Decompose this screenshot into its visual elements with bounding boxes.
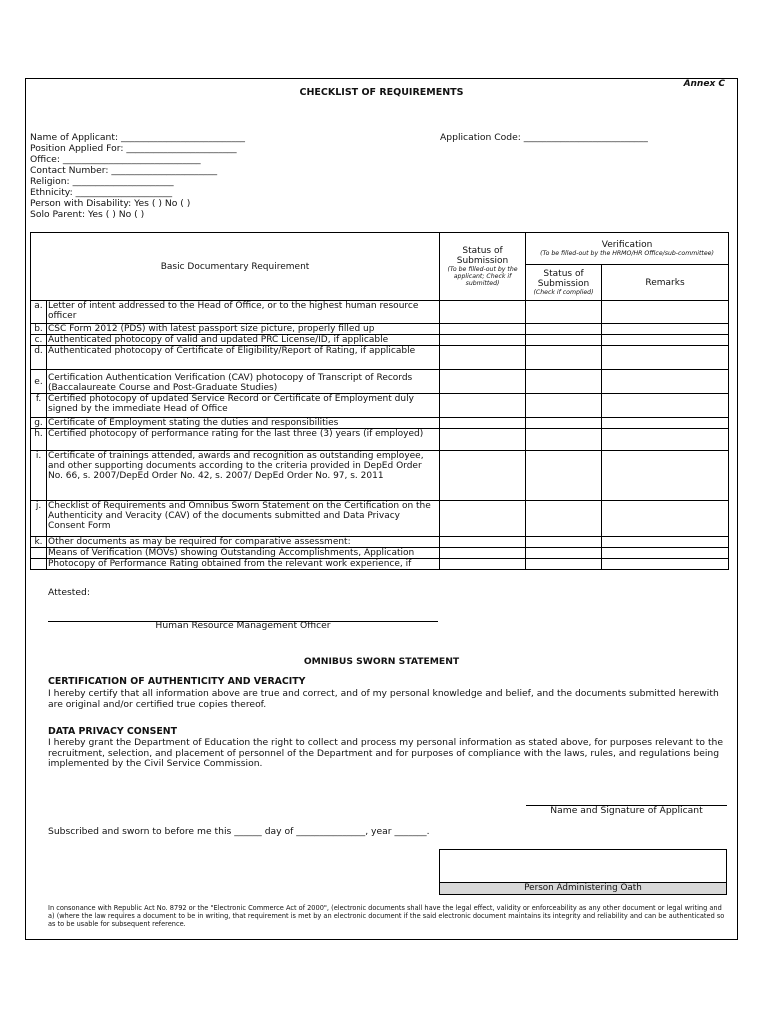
remarks-cell[interactable] [602,559,729,570]
application-code-field[interactable]: Application Code: ___________________________ [440,132,648,143]
status-header-note: (To be filled-out by the applicant; Check if submitted) [447,266,518,287]
contact-field[interactable]: Contact Number: _______________________ [30,165,218,176]
religion-field[interactable]: Religion: ______________________ [30,176,174,187]
status-cell[interactable] [440,559,526,570]
table-row [31,394,729,418]
row-letter: f. [31,394,47,418]
status-cell[interactable] [440,537,526,548]
remarks-cell[interactable] [602,335,729,346]
remarks-header: Remarks [602,265,729,301]
disability-field[interactable]: Person with Disability: Yes ( ) No ( ) [30,198,191,209]
row-requirement: Authenticated photocopy of valid and updated PRC License/ID, if applicable [47,335,440,346]
sworn-statement: Subscribed and sworn to before me this ______ day of _______________, year _______. [48,826,430,837]
office-field[interactable]: Office: ______________________________ [30,154,201,165]
row-requirement: Certified photocopy of performance rating for the last three (3) years (if employed) [47,429,440,451]
requirements-body [31,301,729,570]
remarks-cell[interactable] [602,451,729,501]
verify-status-cell[interactable] [526,559,602,570]
verify-status-cell[interactable] [526,451,602,501]
table-row [31,537,729,548]
status-cell[interactable] [440,548,526,559]
verify-status-cell[interactable] [526,324,602,335]
verification-header [526,233,729,265]
row-letter: e. [31,370,47,394]
table-row [31,501,729,537]
row-requirement: Photocopy of Performance Rating obtained from the relevant work experience, if [47,559,440,570]
status-header [440,233,526,301]
table-row [31,324,729,335]
remarks-cell[interactable] [602,394,729,418]
applicant-signature-label: Name and Signature of Applicant [550,805,703,816]
row-requirement: Certificate of Employment stating the duties and responsibilities [47,418,440,429]
status-cell[interactable] [440,324,526,335]
row-letter: h. [31,429,47,451]
remarks-cell[interactable] [602,537,729,548]
status-header-label: Status of Submission [456,246,509,266]
row-requirement: Certificate of trainings attended, awards and recognition as outstanding employee, and other supporting documents according to the criteria provided in DepEd Order No. 66, s. 2007/DepEd Order No. 42, s. 2007/ DepEd Order No. 97, s. 2011 [47,451,440,501]
row-letter: d. [31,346,47,370]
table-row [31,418,729,429]
solo-parent-field[interactable]: Solo Parent: Yes ( ) No ( ) [30,209,145,220]
row-requirement: Certification Authentication Verification (CAV) photocopy of Transcript of Records (Baccalaureate Course and Post-Graduate Studies) [47,370,440,394]
row-requirement: Letter of intent addressed to the Head of Office, or to the highest human resource officer [47,301,440,324]
row-requirement: Certified photocopy of updated Service Record or Certificate of Employment duly signed by the immediate Head of Office [47,394,440,418]
row-letter [31,559,47,570]
status-cell[interactable] [440,335,526,346]
remarks-cell[interactable] [602,301,729,324]
verify-status-cell[interactable] [526,548,602,559]
status-cell[interactable] [440,394,526,418]
table-row [31,346,729,370]
certification-text: I hereby certify that all information above are true and correct, and of my personal knowledge and belief, and the documents submitted herewith are original and/or certified true copies thereof. [48,688,719,710]
row-letter: i. [31,451,47,501]
verify-status-cell[interactable] [526,501,602,537]
row-letter: c. [31,335,47,346]
status-cell[interactable] [440,301,526,324]
status-cell[interactable] [440,370,526,394]
verify-status-cell[interactable] [526,346,602,370]
row-requirement: Means of Verification (MOVs) showing Outstanding Accomplishments, Application [47,548,440,559]
row-letter: b. [31,324,47,335]
row-requirement: Other documents as may be required for comparative assessment: [47,537,440,548]
table-row [31,559,729,570]
verify-status-cell[interactable] [526,394,602,418]
row-letter [31,548,47,559]
remarks-cell[interactable] [602,429,729,451]
ethnicity-field[interactable]: Ethnicity: _____________________ [30,187,173,198]
remarks-cell[interactable] [602,418,729,429]
verify-status-cell[interactable] [526,537,602,548]
name-field[interactable]: Name of Applicant: ___________________________ [30,132,246,143]
status-cell[interactable] [440,501,526,537]
privacy-heading: DATA PRIVACY CONSENT [48,726,177,737]
status-cell[interactable] [440,418,526,429]
row-requirement: Checklist of Requirements and Omnibus Sworn Statement on the Certification on the Authenticity and Veracity (CAV) of the documents submitted and Data Privacy Consent Form [47,501,440,537]
row-letter: k. [31,537,47,548]
row-letter: a. [31,301,47,324]
table-row [31,335,729,346]
requirement-header: Basic Documentary Requirement [31,233,440,301]
remarks-cell[interactable] [602,370,729,394]
remarks-cell[interactable] [602,324,729,335]
status-cell[interactable] [440,451,526,501]
row-letter: g. [31,418,47,429]
remarks-cell[interactable] [602,346,729,370]
table-row [31,429,729,451]
hrmo-label: Human Resource Management Officer [155,620,331,631]
status-cell[interactable] [440,429,526,451]
row-requirement: Authenticated photocopy of Certificate of Eligibility/Report of Rating, if applicable [47,346,440,370]
table-row [31,370,729,394]
status-cell[interactable] [440,346,526,370]
footer-note: In consonance with Republic Act No. 8792 or the "Electronic Commerce Act of 2000", (electronic documents shall have the legal effect, validity or enforceability as any other document or legal writing and a) (where the law requires a document to be in writing, that requirement is met by an electronic document if the said electronic document maintains its integrity and reliability and can be authenticated so as to be usable for subsequent reference. [48,904,725,928]
requirements-table [30,232,729,570]
verification-header-note: (To be filled-out by the HRMO/HR Office/sub-committee) [540,250,714,257]
remarks-cell[interactable] [602,548,729,559]
verify-status-cell[interactable] [526,429,602,451]
row-requirement: CSC Form 2012 (PDS) with latest passport size picture, properly filled up [47,324,440,335]
oath-label: Person Administering Oath [440,882,726,894]
status2-header-note: (Check if complied) [533,289,594,296]
table-row [31,548,729,559]
status2-header [526,265,602,301]
omnibus-title: OMNIBUS SWORN STATEMENT [303,656,460,667]
table-row [31,301,729,324]
oath-box[interactable] [439,849,727,895]
privacy-text: I hereby grant the Department of Education the right to collect and process my personal information as stated above, for purposes relevant to the recruitment, selection, and placement of personnel of the Department and for purposes of compliance with the laws, rules, and regulations being implemented by the Civil Service Commission. [48,737,724,769]
verify-status-cell[interactable] [526,418,602,429]
verify-status-cell[interactable] [526,335,602,346]
row-letter: j. [31,501,47,537]
certification-heading: CERTIFICATION OF AUTHENTICITY AND VERACITY [48,676,306,687]
attested-label: Attested: [48,587,90,598]
verify-status-cell[interactable] [526,301,602,324]
form-title: CHECKLIST OF REQUIREMENTS [299,87,464,98]
verification-header-label: Verification [601,240,653,250]
remarks-cell[interactable] [602,501,729,537]
position-field[interactable]: Position Applied For: ________________________ [30,143,237,154]
annex-label: Annex C [683,79,725,89]
verify-status-cell[interactable] [526,370,602,394]
table-row [31,451,729,501]
form-sheet [25,78,738,940]
status2-header-label: Status of Submission [537,269,590,289]
